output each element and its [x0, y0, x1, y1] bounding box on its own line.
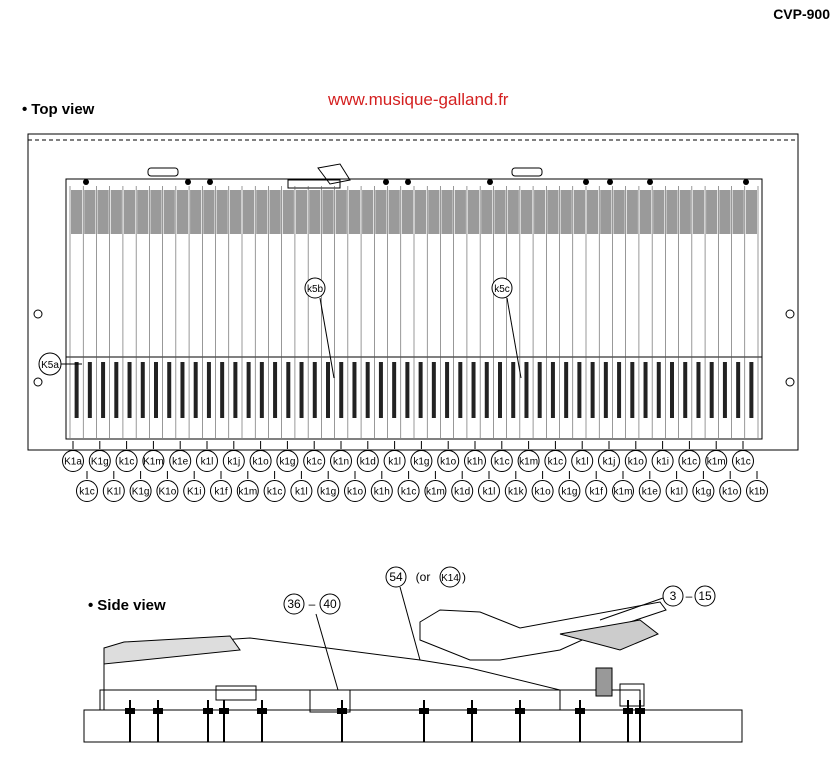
- row2-label: k1g: [320, 486, 337, 498]
- callout-close-paren: ): [462, 570, 466, 584]
- key-rear-shade: [693, 190, 704, 234]
- row1-label: k1o: [627, 456, 644, 468]
- key-rear-shade: [217, 190, 228, 234]
- key-rear-shade: [508, 190, 519, 234]
- key-rear-shade: [362, 190, 373, 234]
- key-front-block: [538, 362, 542, 418]
- key-rear-shade: [680, 190, 691, 234]
- screw-head: [623, 708, 633, 714]
- key-front-block: [604, 362, 608, 418]
- key-front-block: [736, 362, 740, 418]
- key-front-block: [472, 362, 476, 418]
- key-front-block: [141, 362, 145, 418]
- row1-label: k1i: [656, 456, 669, 468]
- key-rear-shade: [534, 190, 545, 234]
- key-front-block: [180, 362, 184, 418]
- screw-head: [575, 708, 585, 714]
- callout-40: 40: [323, 597, 337, 611]
- row2-label: k1e: [641, 486, 658, 498]
- screw-dot: [207, 179, 213, 185]
- key-rear-shade: [666, 190, 677, 234]
- screw-dot: [383, 179, 389, 185]
- row2-label: K1i: [186, 486, 202, 498]
- key-front-block: [710, 362, 714, 418]
- key-front-block: [405, 362, 409, 418]
- key-rear-shade: [561, 190, 572, 234]
- base-plate: [84, 710, 742, 742]
- row1-label: k1h: [466, 456, 484, 468]
- row1-label: k1l: [388, 456, 401, 468]
- hammer-head: [560, 620, 658, 650]
- side-view-drawing: [84, 602, 742, 742]
- row2-label: K1l: [106, 486, 122, 498]
- key-rear-shade: [71, 190, 82, 234]
- top-view-title: Top view: [31, 101, 95, 118]
- key-rear-shade: [468, 190, 479, 234]
- key-front-block: [683, 362, 687, 418]
- row1-label: k1c: [306, 456, 322, 468]
- row2-label: k1m: [238, 486, 258, 498]
- callout-dash-right: –: [685, 589, 693, 603]
- key-rear-shade: [587, 190, 598, 234]
- key-front-block: [326, 362, 330, 418]
- row2-label: k1o: [346, 486, 364, 498]
- key-front-block: [101, 362, 105, 418]
- key-rear-shade: [243, 190, 254, 234]
- side-view-title: Side view: [97, 597, 166, 614]
- callout-36: 36: [287, 597, 301, 611]
- key-front-block: [339, 362, 343, 418]
- row1-label: k1o: [252, 456, 269, 468]
- key-rear-shade: [375, 190, 386, 234]
- bullet: •: [22, 101, 28, 118]
- row1-label: k1n: [332, 456, 350, 468]
- mount-hole: [786, 310, 794, 318]
- key-front-block: [379, 362, 383, 418]
- key-rear-shade: [733, 190, 744, 234]
- key-front-block: [128, 362, 132, 418]
- top-slot-left: [148, 168, 178, 176]
- key-front-block: [273, 362, 277, 418]
- key-front-block: [458, 362, 462, 418]
- key-front-block: [260, 362, 264, 418]
- callout-54: 54: [389, 570, 403, 584]
- row1-label: K1a: [64, 456, 82, 468]
- key-rear-shade: [190, 190, 201, 234]
- callout-dash-left: –: [308, 597, 316, 611]
- screw-head: [219, 708, 229, 714]
- key-front-block: [154, 362, 158, 418]
- key-rear-shade: [309, 190, 320, 234]
- screw-dot: [583, 179, 589, 185]
- key-front-block: [551, 362, 555, 418]
- leader-36-40: [316, 614, 338, 690]
- row2-label: k1f: [214, 486, 228, 498]
- key-front-block: [670, 362, 674, 418]
- key-front-block: [366, 362, 370, 418]
- key-rear-shade: [137, 190, 148, 234]
- key-rear-shade: [521, 190, 532, 234]
- screw-head: [467, 708, 477, 714]
- row1-label: k1m: [519, 456, 539, 468]
- key-rear-shade: [627, 190, 638, 234]
- row2-label: k1m: [425, 486, 445, 498]
- row1-label: k1c: [494, 456, 510, 468]
- screw-dot: [83, 179, 89, 185]
- row1-label: k1o: [440, 456, 457, 468]
- bullet: •: [88, 597, 94, 614]
- side-view-screws: [125, 700, 645, 742]
- key-rear-shade: [574, 190, 585, 234]
- row2-label: k1o: [534, 486, 551, 498]
- key-rear-shade: [256, 190, 267, 234]
- leader-3-15: [600, 598, 663, 620]
- key-rear-shade: [389, 190, 400, 234]
- key-front-block: [657, 362, 661, 418]
- key-rear-shade: [613, 190, 624, 234]
- key-front-block: [485, 362, 489, 418]
- key-front-block: [75, 362, 79, 418]
- key-rear-shade: [481, 190, 492, 234]
- label-k5a: K5a: [41, 360, 59, 371]
- key-front-block: [392, 362, 396, 418]
- row1-label: k1c: [735, 456, 751, 468]
- key-front-block: [207, 362, 211, 418]
- row2-label: K1o: [158, 486, 177, 498]
- key-front-block: [247, 362, 251, 418]
- key-rear-shade: [706, 190, 717, 234]
- screw-dot: [487, 179, 493, 185]
- key-front-block: [432, 362, 436, 418]
- key-front-block: [524, 362, 528, 418]
- key-front-block: [644, 362, 648, 418]
- key-front-block: [564, 362, 568, 418]
- key-front-block: [696, 362, 700, 418]
- row2-label: k1c: [79, 486, 95, 498]
- key-front-block: [167, 362, 171, 418]
- top-bracket-clip: [318, 164, 350, 184]
- row1-label: k1e: [172, 456, 189, 468]
- key-front-block: [591, 362, 595, 418]
- key-front-block: [286, 362, 290, 418]
- row1-label: k1g: [413, 456, 430, 468]
- screw-head: [515, 708, 525, 714]
- row2-label: k1l: [295, 486, 308, 498]
- callout-or: (or: [415, 570, 431, 584]
- key-front-block: [352, 362, 356, 418]
- key-rear-shade: [653, 190, 664, 234]
- row2-label: k1f: [589, 486, 603, 498]
- key-front-block: [300, 362, 304, 418]
- key-rear-shade: [111, 190, 122, 234]
- key-rear-shade: [230, 190, 241, 234]
- key-rear-shade: [441, 190, 452, 234]
- key-rear-shade: [269, 190, 280, 234]
- key-rear-shade: [547, 190, 558, 234]
- key-front-block: [419, 362, 423, 418]
- key-front-block: [630, 362, 634, 418]
- front-bracket: [216, 686, 256, 700]
- key-rear-shade: [455, 190, 466, 234]
- key-front-block: [617, 362, 621, 418]
- mount-hole: [34, 378, 42, 386]
- row2-label: k1l: [670, 486, 683, 498]
- key-front-block: [114, 362, 118, 418]
- row2-label: K1g: [131, 486, 150, 498]
- row2-label: k1c: [400, 486, 417, 498]
- key-front-block: [577, 362, 581, 418]
- spring-block: [596, 668, 612, 696]
- key-frame-base: [100, 690, 640, 710]
- row1-label: K1m: [143, 456, 164, 468]
- callout-3: 3: [669, 589, 677, 603]
- key-rear-shade: [124, 190, 135, 234]
- mount-hole: [786, 378, 794, 386]
- row1-label: k1m: [706, 456, 726, 468]
- screw-head: [125, 708, 135, 714]
- row1-label: k1l: [575, 456, 589, 468]
- key-rear-shade: [322, 190, 333, 234]
- row1-label: k1j: [602, 456, 616, 468]
- key-front-block: [723, 362, 727, 418]
- key-rear-shade: [203, 190, 214, 234]
- key-front-block: [749, 362, 753, 418]
- top-slot-right: [512, 168, 542, 176]
- row2-label: k1g: [561, 486, 578, 498]
- callout-k14: K14: [441, 573, 459, 584]
- callout-15: 15: [698, 589, 712, 603]
- watermark-url[interactable]: www.musique-galland.fr: [328, 90, 509, 109]
- key-rear-shade: [494, 190, 505, 234]
- key-rear-shade: [84, 190, 95, 234]
- mount-hole: [34, 310, 42, 318]
- key-rear-shade: [719, 190, 730, 234]
- screw-dot: [743, 179, 749, 185]
- key-front-block: [220, 362, 224, 418]
- screw-head: [337, 708, 347, 714]
- key-rear-shade: [746, 190, 757, 234]
- screw-dot: [405, 179, 411, 185]
- key-front-block: [88, 362, 92, 418]
- row2-label: k1c: [266, 486, 283, 498]
- key-rear-shade: [640, 190, 651, 234]
- screw-dot: [185, 179, 191, 185]
- row1-label: k1j: [227, 456, 241, 468]
- row2-label: k1h: [373, 486, 390, 498]
- screw-dot: [647, 179, 653, 185]
- label-k5c: k5c: [494, 284, 510, 295]
- key-rear-shade: [150, 190, 161, 234]
- row1-label: K1g: [90, 456, 109, 468]
- key-front-block: [445, 362, 449, 418]
- key-front-block: [511, 362, 515, 418]
- row1-label: k1g: [279, 456, 296, 468]
- row1-label: k1c: [118, 456, 135, 468]
- key-rear-shade: [283, 190, 294, 234]
- model-name: CVP-900: [773, 6, 830, 22]
- label-k5b: k5b: [306, 284, 324, 295]
- key-rear-shade: [177, 190, 188, 234]
- screw-dot: [607, 179, 613, 185]
- key-top: [104, 636, 240, 664]
- row1-label: k1l: [200, 456, 214, 468]
- screw-head: [419, 708, 429, 714]
- key-rear-shade: [296, 190, 307, 234]
- row1-label: k1c: [547, 456, 564, 468]
- row2-label: k1b: [748, 486, 766, 498]
- row2-label: k1l: [482, 486, 496, 498]
- screw-head: [635, 708, 645, 714]
- key-rear-shade: [97, 190, 108, 234]
- screw-head: [153, 708, 163, 714]
- row1-label: k1c: [681, 456, 698, 468]
- key-rear-shade: [415, 190, 426, 234]
- key-array: [34, 179, 794, 438]
- key-front-block: [498, 362, 502, 418]
- screw-head: [203, 708, 213, 714]
- row2-label: k1d: [454, 486, 471, 498]
- key-front-block: [313, 362, 317, 418]
- key-rear-shade: [402, 190, 413, 234]
- key-rear-shade: [428, 190, 439, 234]
- key-rear-shade: [164, 190, 175, 234]
- row2-label: k1g: [695, 486, 712, 498]
- row2-label: k1k: [508, 486, 524, 498]
- key-rear-shade: [600, 190, 611, 234]
- key-rear-shade: [349, 190, 360, 234]
- key-front-block: [194, 362, 198, 418]
- row1-label: k1d: [359, 456, 376, 468]
- key-front-block: [233, 362, 237, 418]
- row2-label: k1o: [722, 486, 739, 498]
- row2-label: k1m: [613, 486, 633, 498]
- leader-54: [400, 587, 420, 660]
- key-rear-shade: [336, 190, 347, 234]
- screw-head: [257, 708, 267, 714]
